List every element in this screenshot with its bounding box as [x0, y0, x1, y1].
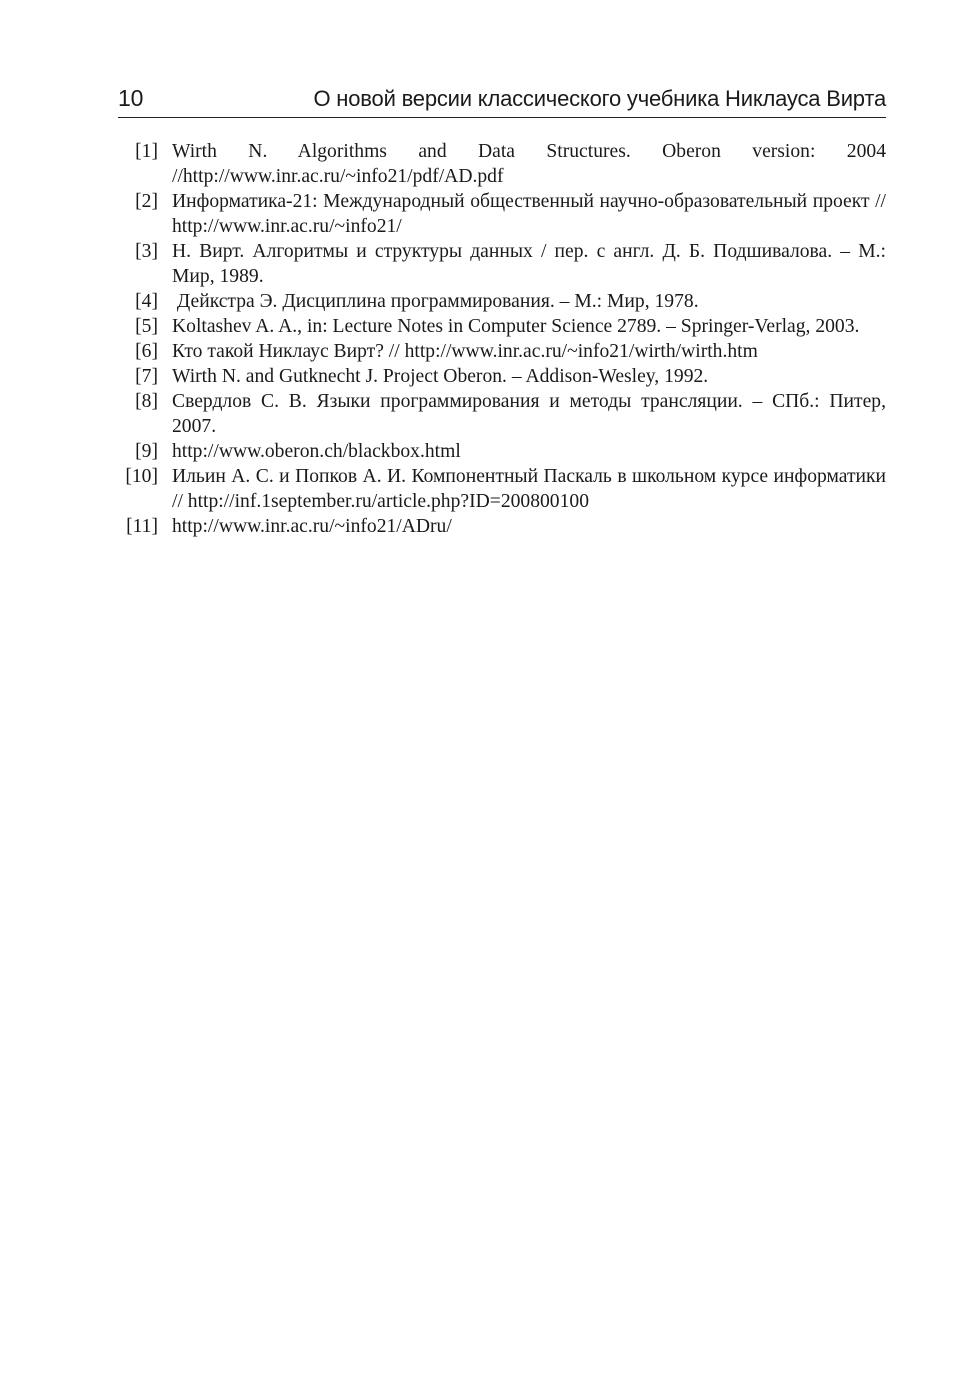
- reference-number: [10]: [125, 466, 158, 487]
- reference-item: [118, 239, 886, 289]
- reference-number: [9]: [135, 441, 158, 462]
- reference-text: Свердлов С. В. Языки программирования и методы трансляции. – СПб.: Питер, 2007.: [172, 391, 886, 437]
- reference-text: http://www.oberon.ch/blackbox.html: [172, 441, 461, 462]
- reference-list: [118, 139, 886, 539]
- reference-item: [118, 189, 886, 239]
- reference-text: Дейкстра Э. Дисциплина программирования. – М.: Мир, 1978.: [172, 291, 699, 312]
- reference-text: Wirth N. Algorithms and Data Structures. Oberon version: 2004 //http://www.inr.ac.ru/~info21/pdf/AD.pdf: [172, 141, 886, 187]
- reference-number: [2]: [135, 191, 158, 212]
- reference-item: [118, 514, 886, 539]
- reference-number: [3]: [135, 241, 158, 262]
- reference-text: Н. Вирт. Алгоритмы и структуры данных / пер. с англ. Д. Б. Подшивалова. – М.: Мир, 1989.: [172, 241, 886, 287]
- page-number: 10: [118, 85, 144, 111]
- reference-text: Koltashev A. A., in: Lecture Notes in Computer Science 2789. – Springer-Verlag, 2003.: [172, 316, 860, 337]
- running-header: [118, 84, 886, 118]
- reference-item: [118, 364, 886, 389]
- reference-number: [5]: [135, 316, 158, 337]
- reference-number: [1]: [135, 141, 158, 162]
- reference-number: [11]: [126, 516, 158, 537]
- reference-text: Информатика-21: Международный общественный научно-образовательный проект // http://www.inr.ac.ru/~info21/: [172, 191, 886, 237]
- reference-text: Ильин А. С. и Попков А. И. Компонентный Паскаль в школьном курсе информатики // http://inf.1september.ru/article.php?ID=200800100: [172, 466, 886, 512]
- reference-item: [118, 464, 886, 514]
- reference-text: Кто такой Никлаус Вирт? // http://www.inr.ac.ru/~info21/wirth/wirth.htm: [172, 341, 758, 362]
- reference-number: [6]: [135, 341, 158, 362]
- book-page: [118, 84, 886, 539]
- reference-number: [4]: [135, 291, 158, 312]
- reference-text: http://www.inr.ac.ru/~info21/ADru/: [172, 516, 452, 537]
- reference-number: [7]: [135, 366, 158, 387]
- reference-item: [118, 289, 886, 314]
- reference-number: [8]: [135, 391, 158, 412]
- reference-item: [118, 339, 886, 364]
- reference-text: Wirth N. and Gutknecht J. Project Oberon. – Addison-Wesley, 1992.: [172, 366, 709, 387]
- running-title: О новой версии классического учебника Никлауса Вирта: [313, 86, 886, 111]
- reference-item: [118, 439, 886, 464]
- reference-item: [118, 389, 886, 439]
- reference-item: [118, 314, 886, 339]
- reference-item: [118, 139, 886, 189]
